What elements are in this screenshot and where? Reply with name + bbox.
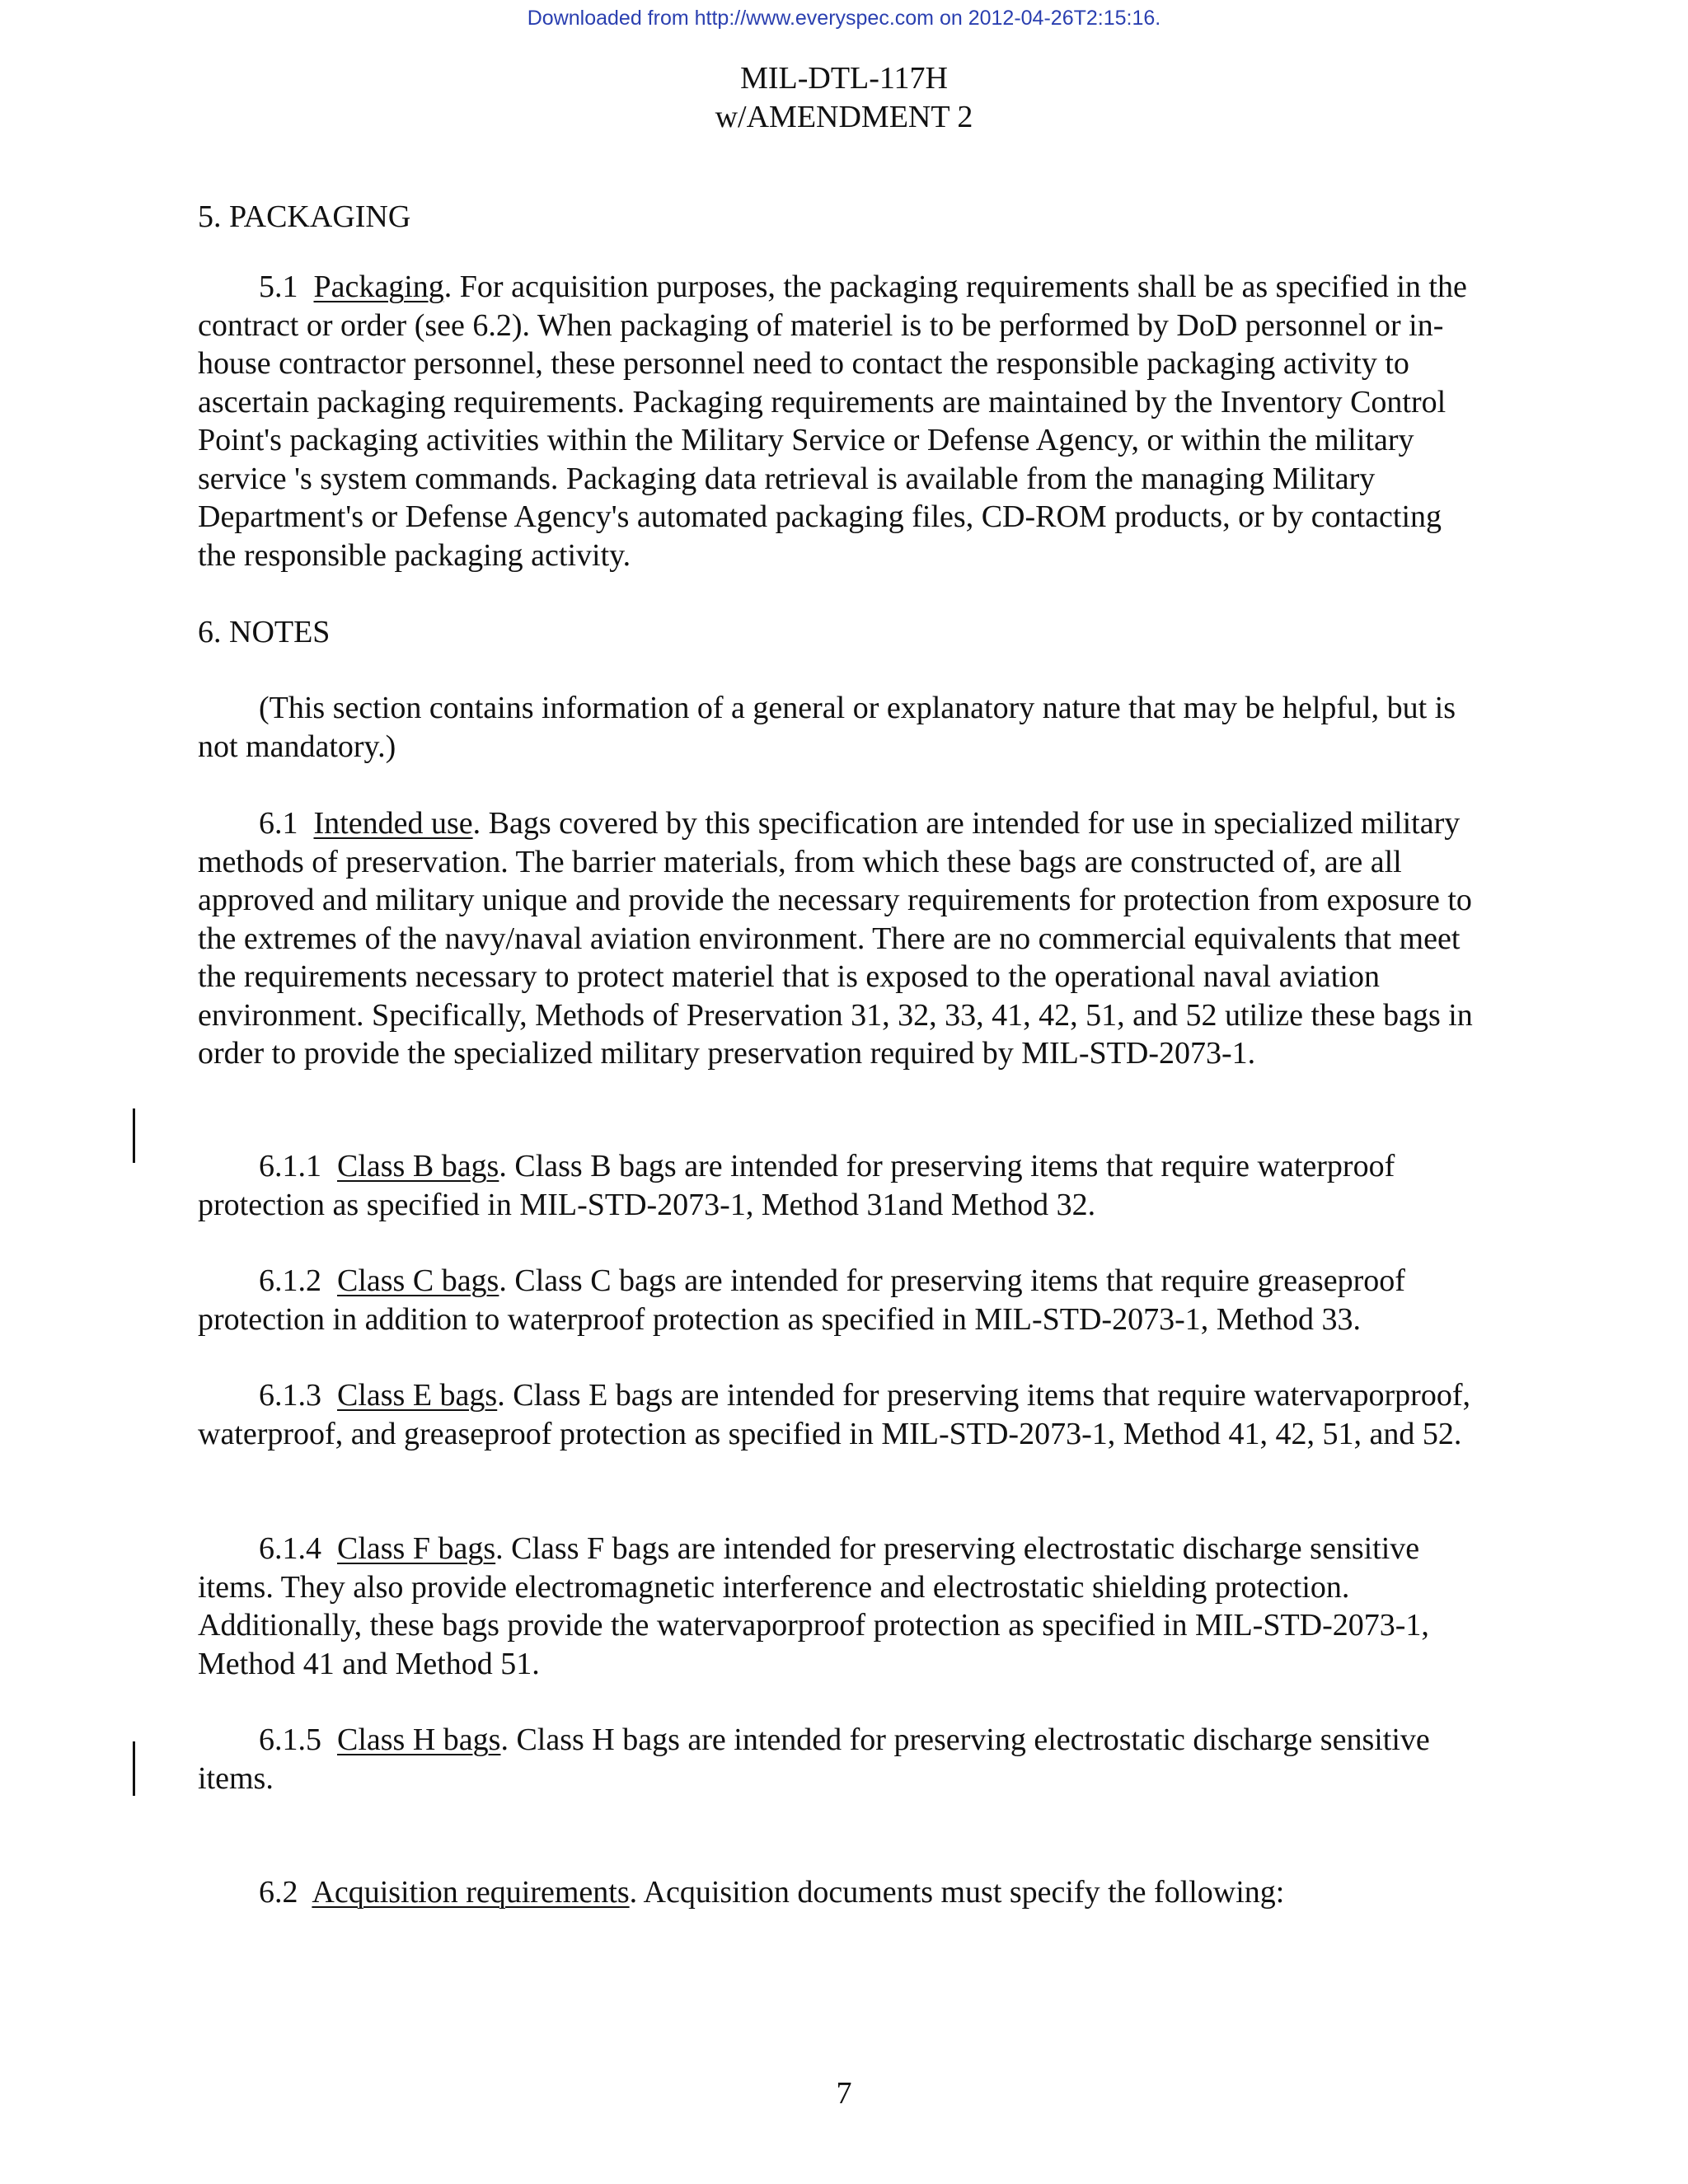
paragraph-number: 6.1.5 <box>259 1722 321 1757</box>
document-header <box>0 59 1688 137</box>
paragraph-6-1 <box>198 804 1484 1073</box>
paragraph-title: Class H bags <box>337 1722 501 1757</box>
paragraph-title: Class B bags <box>337 1149 499 1183</box>
amendment-label: w/AMENDMENT 2 <box>715 100 973 134</box>
paragraph-6-1-1 <box>198 1147 1484 1224</box>
paragraph-title: Class E bags <box>337 1378 498 1413</box>
paragraph-5-1 <box>198 268 1484 574</box>
paragraph-number: 6.1 <box>259 806 298 841</box>
paragraph-6-2 <box>198 1873 1484 1912</box>
section-5-heading: 5. PACKAGING <box>198 199 411 234</box>
paragraph-title: Packaging <box>313 269 444 304</box>
download-watermark: Downloaded from http://www.everyspec.com on 2012-04-26T2:15:16. <box>527 7 1161 30</box>
paragraph-text: . Class B bags are intended for preserving items that require waterproof protection as specified in MIL-STD-2073-1, Method 31and Method 32. <box>198 1149 1395 1222</box>
paragraph-number: 6.1.2 <box>259 1263 321 1298</box>
paragraph-title: Intended use <box>313 806 473 841</box>
section-6-intro <box>198 689 1484 766</box>
paragraph-title: Class C bags <box>337 1263 499 1298</box>
paragraph-text: . Bags covered by this specification are intended for use in specialized military methods of preservation. The barrier materials, from which these bags are constructed of, are all approved and military unique and provide the necessary requirements for protection from exposure to the extremes of the navy/naval aviation environment. There are no commercial equivalents that meet the requirements necessary to protect materiel that is exposed to the operational naval aviation environment. Specifically, Methods of Preservation 31, 32, 33, 41, 42, 51, and 52 utilize these bags in order to provide the specialized military preservation required by MIL-STD-2073-1. <box>198 806 1473 1071</box>
document-id: MIL-DTL-117H <box>740 61 948 96</box>
paragraph-6-1-4 <box>198 1530 1484 1683</box>
paragraph-6-1-3 <box>198 1376 1484 1453</box>
intro-text: (This section contains information of a general or explanatory nature that may be helpful, but is not mandatory.) <box>198 691 1456 764</box>
paragraph-title: Acquisition requirements <box>312 1875 630 1910</box>
paragraph-text: . Class H bags are intended for preserving electrostatic discharge sensitive items. <box>198 1722 1430 1796</box>
paragraph-6-1-5 <box>198 1721 1484 1797</box>
paragraph-text: . Class F bags are intended for preserving electrostatic discharge sensitive items. They also provide electromagnetic interference and electrostatic shielding protection. Additionally, these bags provide the watervaporproof protection as specified in MIL-STD-2073-1, Method 41 and Method 51. <box>198 1531 1429 1681</box>
paragraph-6-1-2 <box>198 1262 1484 1338</box>
section-6-heading: 6. NOTES <box>198 615 331 649</box>
paragraph-text: . Acquisition documents must specify the following: <box>629 1875 1285 1910</box>
paragraph-number: 5.1 <box>259 269 298 304</box>
page-number: 7 <box>836 2076 852 2111</box>
paragraph-text: . Class E bags are intended for preserving items that require watervaporproof, waterproof, and greaseproof protection as specified in MIL-STD-2073-1, Method 41, 42, 51, and 52. <box>198 1378 1470 1451</box>
paragraph-number: 6.1.1 <box>259 1149 321 1183</box>
paragraph-number: 6.1.3 <box>259 1378 321 1413</box>
paragraph-text: . For acquisition purposes, the packaging requirements shall be as specified in the contract or order (see 6.2). When packaging of materiel is to be performed by DoD personnel or in-house contractor personnel, these personnel need to contact the responsible packaging activity to ascertain packaging requirements. Packaging requirements are maintained by the Inventory Control Point's packaging activities within the Military Service or Defense Agency, or within the military service 's system commands. Packaging data retrieval is available from the managing Military Department's or Defense Agency's automated packaging files, CD-ROM products, or by contacting the responsible packaging activity. <box>198 269 1467 573</box>
paragraph-number: 6.2 <box>259 1875 298 1910</box>
paragraph-number: 6.1.4 <box>259 1531 321 1566</box>
paragraph-title: Class F bags <box>337 1531 496 1566</box>
revision-change-bar <box>133 1741 135 1796</box>
paragraph-text: . Class C bags are intended for preserving items that require greaseproof protection in addition to waterproof protection as specified in MIL-STD-2073-1, Method 33. <box>198 1263 1405 1337</box>
revision-change-bar <box>133 1108 135 1163</box>
